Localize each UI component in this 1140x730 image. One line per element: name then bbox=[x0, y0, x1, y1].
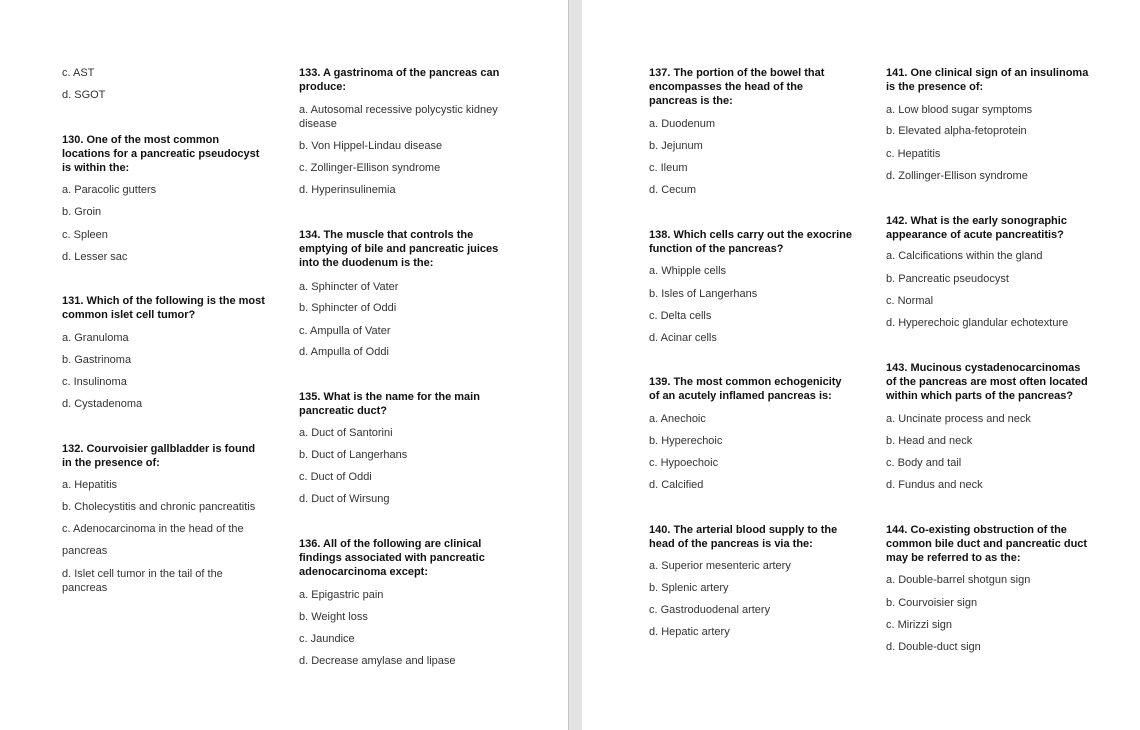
question-text: 131. Which of the following is the most common islet cell tumor? bbox=[62, 295, 265, 321]
answer-option: a. Superior mesenteric artery bbox=[649, 560, 791, 572]
answer-option: b. Weight loss bbox=[299, 611, 368, 623]
answer-option: d. Calcified bbox=[649, 479, 704, 491]
question-text: 142. What is the early sonographic appearance of acute pancreatitis? bbox=[886, 215, 1067, 241]
question-text: 138. Which cells carry out the exocrine function of the pancreas? bbox=[649, 229, 852, 255]
answer-option: a. Duct of Santorini bbox=[299, 427, 393, 439]
answer-option: c. Gastroduodenal artery bbox=[649, 604, 771, 616]
answer-option: c. Body and tail bbox=[886, 457, 962, 469]
question-text: 132. Courvoisier gallbladder is found in the presence of: bbox=[62, 443, 256, 469]
answer-option: b. Von Hippel-Lindau disease bbox=[299, 140, 443, 152]
answer-option: c. Hepatitis bbox=[886, 148, 941, 160]
answer-option: d. Duct of Wirsung bbox=[299, 493, 390, 505]
question-text: 140. The arterial blood supply to the head of the pancreas is via the: bbox=[649, 524, 838, 550]
answer-option: b. Hyperechoic bbox=[649, 435, 723, 447]
answer-option: c. Hypoechoic bbox=[649, 457, 719, 469]
answer-option: b. Jejunum bbox=[649, 140, 703, 152]
answer-option: a. Epigastric pain bbox=[299, 589, 384, 601]
answer-option: d. Cecum bbox=[649, 184, 697, 196]
answer-option: b. Groin bbox=[62, 206, 102, 218]
answer-option: c. AST bbox=[62, 67, 95, 79]
answer-option: c. Jaundice bbox=[299, 633, 355, 645]
answer-option: b. Head and neck bbox=[886, 435, 973, 447]
question-text: 136. All of the following are clinical findings associated with pancreatic adenocarcinoma except: bbox=[299, 538, 485, 578]
answer-option: a. Granuloma bbox=[62, 332, 129, 344]
answer-option: c. Normal bbox=[886, 295, 934, 307]
question-text: 143. Mucinous cystadenocarcinomas of the pancreas are most often located within which parts of the pancreas? bbox=[886, 362, 1088, 402]
answer-option: c. Duct of Oddi bbox=[299, 471, 372, 483]
answer-option: d. Ampulla of Oddi bbox=[299, 346, 389, 358]
answer-option: b. Splenic artery bbox=[649, 582, 729, 594]
answer-option: d. Cystadenoma bbox=[62, 398, 143, 410]
answer-option: a. Calcifications within the gland bbox=[886, 250, 1043, 262]
answer-option: b. Gastrinoma bbox=[62, 354, 132, 366]
answer-option: d. Hyperechoic glandular echotexture bbox=[886, 317, 1069, 329]
question-text: 144. Co-existing obstruction of the common bile duct and pancreatic duct may be referred to as the: bbox=[886, 524, 1088, 564]
answer-option: c. Adenocarcinoma in the head of the bbox=[62, 523, 244, 535]
answer-option: a. Low blood sugar symptoms bbox=[886, 104, 1033, 116]
answer-option: d. Acinar cells bbox=[649, 332, 717, 344]
answer-option: b. Duct of Langerhans bbox=[299, 449, 408, 461]
answer-option: a. Paracolic gutters bbox=[62, 184, 157, 196]
answer-option: b. Courvoisier sign bbox=[886, 597, 978, 609]
answer-option: d. SGOT bbox=[62, 89, 106, 101]
answer-option: b. Sphincter of Oddi bbox=[299, 302, 397, 314]
answer-option: a. Duodenum bbox=[649, 118, 716, 130]
answer-option: a. Autosomal recessive polycystic kidney disease bbox=[299, 104, 498, 130]
page-gutter bbox=[568, 0, 583, 730]
question-text: 134. The muscle that controls the emptying of bile and pancreatic juices into the duodenum is the: bbox=[299, 229, 499, 269]
answer-option: c. Zollinger-Ellison syndrome bbox=[299, 162, 441, 174]
question-text: 133. A gastrinoma of the pancreas can produce: bbox=[299, 67, 500, 93]
answer-option: d. Fundus and neck bbox=[886, 479, 983, 491]
answer-option: c. Delta cells bbox=[649, 310, 712, 322]
document-page-right bbox=[582, 0, 1140, 730]
question-text: 141. One clinical sign of an insulinoma is the presence of: bbox=[886, 67, 1089, 93]
answer-option: b. Cholecystitis and chronic pancreatitis bbox=[62, 501, 256, 513]
answer-option: a. Whipple cells bbox=[649, 265, 727, 277]
question-text: 139. The most common echogenicity of an acutely inflamed pancreas is: bbox=[649, 376, 842, 402]
document-page-left bbox=[0, 0, 568, 730]
answer-option: c. Mirizzi sign bbox=[886, 619, 953, 631]
answer-option: b. Elevated alpha-fetoprotein bbox=[886, 125, 1027, 137]
answer-option: d. Hyperinsulinemia bbox=[299, 184, 396, 196]
answer-option: pancreas bbox=[62, 545, 108, 557]
answer-option: d. Lesser sac bbox=[62, 251, 128, 263]
answer-option: a. Uncinate process and neck bbox=[886, 413, 1031, 425]
answer-option: c. Insulinoma bbox=[62, 376, 127, 388]
answer-option: a. Hepatitis bbox=[62, 479, 118, 491]
answer-option: d. Hepatic artery bbox=[649, 626, 730, 638]
answer-option: a. Anechoic bbox=[649, 413, 706, 425]
answer-option: d. Zollinger-Ellison syndrome bbox=[886, 170, 1028, 182]
answer-option: c. Ampulla of Vater bbox=[299, 325, 391, 337]
answer-option: d. Double-duct sign bbox=[886, 641, 981, 653]
answer-option: d. Decrease amylase and lipase bbox=[299, 655, 456, 667]
answer-option: b. Isles of Langerhans bbox=[649, 288, 758, 300]
answer-option: d. Islet cell tumor in the tail of the pancreas bbox=[62, 568, 223, 594]
answer-option: b. Pancreatic pseudocyst bbox=[886, 273, 1009, 285]
question-text: 137. The portion of the bowel that encompasses the head of the pancreas is the: bbox=[649, 67, 825, 107]
question-text: 135. What is the name for the main pancreatic duct? bbox=[299, 391, 480, 417]
answer-option: a. Sphincter of Vater bbox=[299, 281, 399, 293]
question-text: 130. One of the most common locations for a pancreatic pseudocyst is within the: bbox=[62, 134, 260, 174]
answer-option: c. Ileum bbox=[649, 162, 688, 174]
answer-option: a. Double-barrel shotgun sign bbox=[886, 574, 1031, 586]
answer-option: c. Spleen bbox=[62, 229, 108, 241]
